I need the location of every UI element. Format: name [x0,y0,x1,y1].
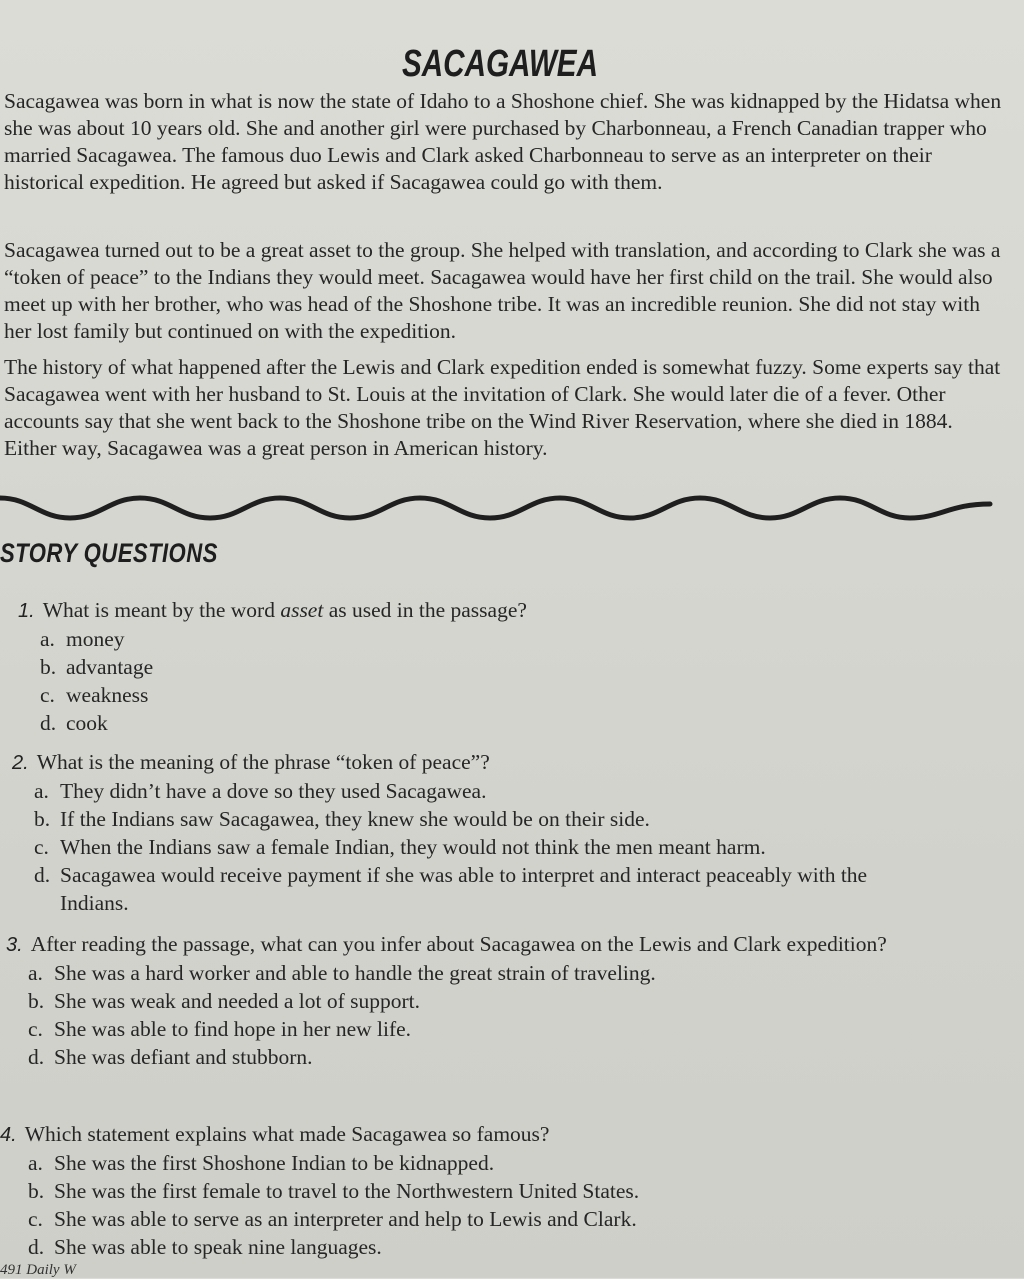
paragraph-2: Sacagawea turned out to be a great asset to the group. She helped with translation, and according to Clark she was a “token of peace” to the Indians they would meet. Sacagawea would have her first child on the trail. She would also meet up with her brother, who was head of the Shoshone tribe. It was an incredible reunion. She did not stay with her lost family but continued on with the expedition. [4,238,1001,343]
option-a: a. They didn’t have a dove so they used Sacagawea. [34,779,487,803]
paragraph-3: The history of what happened after the Lewis and Clark expedition ended is somewhat fuzzy. Some experts say that Sacagawea went with her husband to St. Louis at the invitation of Clark. She would later die of a fever. Other accounts say that she went back to the Shoshone tribe on the Wind River Reservation, where she died in 1884. Either way, Sacagawea was a great person in American history. [4,355,1001,460]
option-b: b. She was weak and needed a lot of support. [28,989,420,1013]
wavy-divider [0,490,1000,530]
option-a: a. She was a hard worker and able to handle the great strain of traveling. [28,961,656,985]
option-b: b. If the Indians saw Sacagawea, they knew she would be on their side. [34,807,650,831]
page-footer: 491 Daily W [0,1262,76,1278]
page-title: SACAGAWEA [402,43,598,86]
option-b: b. She was the first female to travel to the Northwestern United States. [28,1179,640,1203]
answer-options [28,1149,960,1261]
question-text: Which statement explains what made Sacagawea so famous? [24,1122,550,1146]
option-d: d. She was defiant and stubborn. [28,1045,313,1069]
question-text: What is meant by the word asset as used in the passage? [42,598,527,622]
question-3 [6,930,966,1071]
answer-options [34,777,972,917]
question-number: 4. [0,1124,17,1146]
question-1 [18,596,978,737]
option-d: d. Sacagawea would receive payment if she was able to interpret and interact peaceably with the Indians. [34,863,868,915]
question-text: What is the meaning of the phrase “token of peace”? [36,750,490,774]
option-c: c. When the Indians saw a female Indian, they would not think the men meant harm. [34,835,766,859]
option-c: c. She was able to serve as an interpreter and help to Lewis and Clark. [28,1207,637,1231]
question-number: 3. [6,934,23,956]
question-number: 2. [12,752,29,774]
question-number: 1. [18,600,35,622]
question-4 [0,1120,960,1261]
option-a: a. She was the first Shoshone Indian to be kidnapped. [28,1151,495,1175]
option-d: d. She was able to speak nine languages. [28,1235,382,1259]
answer-options [40,625,978,737]
option-a: a. money [40,627,125,651]
question-2 [12,748,972,917]
paragraph-1: Sacagawea was born in what is now the state of Idaho to a Shoshone chief. She was kidnapped by the Hidatsa when she was about 10 years old. She and another girl were purchased by Charbonneau, a French Canadian trapper who married Sacagawea. The famous duo Lewis and Clark asked Charbonneau to serve as an interpreter on their historical expedition. He agreed but asked if Sacagawea could go with them. [4,89,1002,194]
answer-options [28,959,966,1071]
option-d: d. cook [40,711,108,735]
option-c: c. She was able to find hope in her new life. [28,1017,412,1041]
question-text: After reading the passage, what can you infer about Sacagawea on the Lewis and Clark expedition? [30,932,887,956]
story-questions-header: STORY QUESTIONS [0,538,218,568]
option-b: b. advantage [40,655,154,679]
option-c: c. weakness [40,683,149,707]
